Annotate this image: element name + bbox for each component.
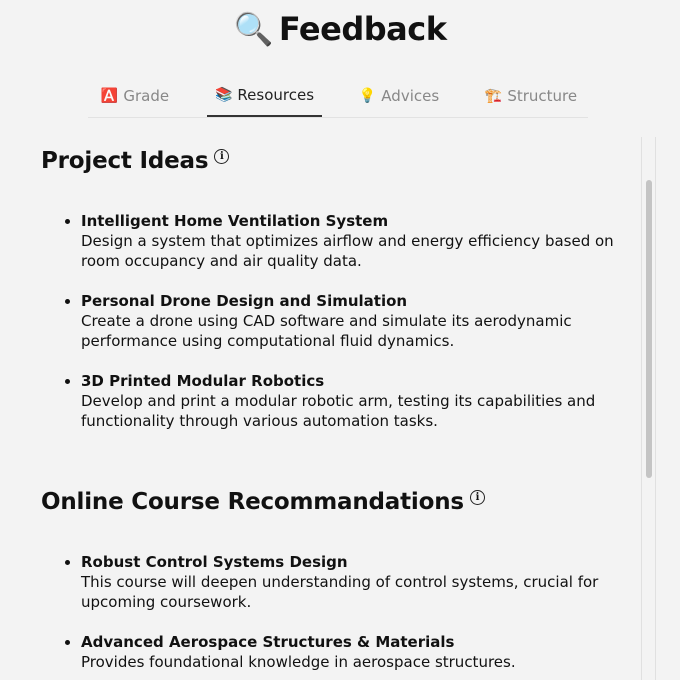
item-title: Advanced Aerospace Structures & Materials: [81, 633, 455, 651]
magnifier-icon: 🔍: [233, 10, 273, 48]
list-item: [81, 632, 641, 672]
item-description: Create a drone using CAD software and simulate its aerodynamic performance using computational fluid dynamics.: [81, 312, 572, 350]
section-title-project-ideas: [41, 148, 229, 174]
tab-label: Advices: [381, 86, 440, 105]
list-item: [81, 371, 641, 431]
project-ideas-list: [41, 211, 641, 451]
info-icon[interactable]: i: [214, 149, 229, 164]
page-title-text: Feedback: [278, 10, 447, 48]
section-title-text: Online Course Recommandations: [41, 489, 464, 515]
list-item: [81, 291, 641, 351]
tab-label: Grade: [123, 86, 170, 105]
tab-bar: [88, 82, 588, 118]
tab-resources[interactable]: [207, 82, 322, 117]
item-title: Intelligent Home Ventilation System: [81, 212, 389, 230]
list-item: [81, 211, 641, 271]
books-icon: 📚: [214, 86, 233, 103]
tab-advices[interactable]: [359, 82, 439, 109]
panel-divider: [641, 137, 642, 680]
scrollbar-thumb[interactable]: [646, 180, 652, 478]
section-title-text: Project Ideas: [41, 148, 209, 174]
section-title-course-recommendations: [41, 489, 485, 515]
item-title: Robust Control Systems Design: [81, 553, 348, 571]
page-title: [0, 10, 680, 48]
tab-label: Resources: [237, 85, 315, 104]
item-title: 3D Printed Modular Robotics: [81, 372, 325, 390]
item-description: Develop and print a modular robotic arm, testing its capabilities and functionality through various automation tasks.: [81, 392, 596, 430]
item-description: Design a system that optimizes airflow and energy efficiency based on room occupancy and air quality data.: [81, 232, 614, 270]
grade-icon: 🅰️: [100, 87, 119, 104]
lightbulb-icon: 💡: [358, 87, 377, 104]
tab-label: Structure: [507, 86, 578, 105]
item-description: Provides foundational knowledge in aerospace structures.: [81, 653, 516, 671]
tab-structure[interactable]: [485, 82, 577, 109]
list-item: [81, 552, 641, 612]
scrollbar-track[interactable]: [655, 137, 656, 680]
item-title: Personal Drone Design and Simulation: [81, 292, 408, 310]
construction-icon: 🏗️: [484, 87, 503, 104]
item-description: This course will deepen understanding of control systems, crucial for upcoming coursework.: [81, 573, 599, 611]
resources-panel: [0, 137, 641, 680]
info-icon[interactable]: i: [470, 490, 485, 505]
tab-grade[interactable]: [100, 82, 170, 109]
course-list: [41, 552, 641, 680]
